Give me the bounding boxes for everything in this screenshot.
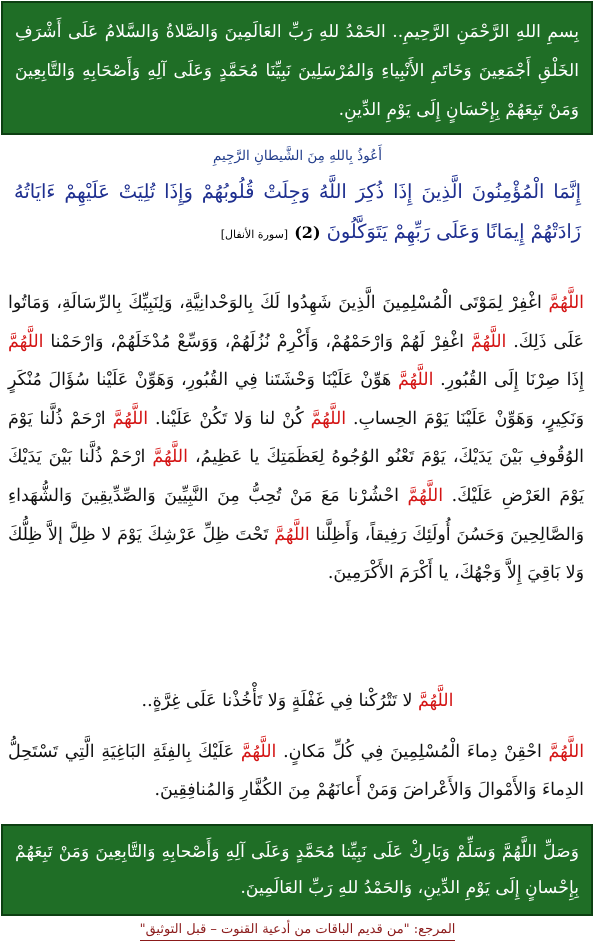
surah-reference: [سورة الأنفال]: [220, 228, 289, 241]
dua-part: احْقِنْ دِماءَ الْمُسْلِمِينَ فِي كُلِّ مَكانٍ.: [283, 742, 542, 762]
allahumma-word: اللَّهُمَّ: [407, 485, 444, 506]
dua-part: تَحْتَ ظِلِّ عَرْشِكَ يَوْمَ لا ظِلَّ إلاَّ ظِلُّكَ وَلا بَاقِيَ إِلاَّ وَجْهُكَ، يا أَكْرَمَ الأَكْرَمِينَ.: [8, 524, 584, 584]
supplications-paragraph-2: [8, 733, 584, 809]
supplications-paragraph: [8, 284, 584, 593]
reference-note: [0, 921, 595, 941]
allahumma-word: اللَّهُمَّ: [548, 742, 585, 762]
ghafla-text: لا تَتْرُكْنا فِي غَفْلَةٍ وَلا تَأْخُذْنا عَلَى غِرَّةٍ..: [141, 691, 413, 711]
allahumma-word: اللَّهُمَّ: [8, 331, 44, 352]
quran-verse: [14, 172, 581, 255]
dua-part: احْشُرْنا مَعَ مَنْ تُحِبُّ مِنَ النَّبِيِّينَ وَالصِّدِّيقِينَ وَالشُّهَداءِ وَالصَّالِحِينَ وَحَسُنَ أُولَئِكَ رَفِيقاً، وَأَظِلَّنا: [8, 485, 584, 545]
closing-prayer-box: [1, 824, 593, 916]
allahumma-word: اللَّهُمَّ: [112, 408, 149, 429]
opening-praise-text: بِسمِ اللهِ الرَّحْمَنِ الرَّحِيمِ.. الحَمْدُ للهِ رَبِّ العَالَمِينَ وَالصَّلاةُ وَالسَّلامُ عَلَى أَشْرَفِ الخَلْقِ أَجْمَعِينَ وَخَاتَمِ الأَنْبِياءِ وَالمُرْسَلِينَ نَبِيِّنَا مُحَمَّدٍ وَعَلَى آلِهِ وَأَصْحَابِهِ وَالتَّابِعِينَ وَمَنْ تَبِعَهُمْ بِإِحْسَانٍ إِلَى يَوْمِ الدِّينِ.: [15, 22, 579, 120]
allahumma-word: اللَّهُمَّ: [417, 691, 454, 711]
verse-number: (2): [294, 223, 321, 242]
dua-part: هَوِّنْ عَلَيْنَا وَحْشَتَنا فِي القُبُورِ، وَهَوِّنْ عَلَيْنا سُؤَالَ مُنْكَرٍ وَنَكِيرٍ، وَهَوِّنْ عَلَيْنَا يَوْمَ الحِسابِ.: [8, 370, 585, 429]
allahumma-word: اللَّهُمَّ: [274, 524, 310, 545]
allahumma-word: اللَّهُمَّ: [548, 293, 584, 313]
ghafla-line: [0, 686, 595, 716]
dua-part: اغْفِرْ لَهُمْ وَارْحَمْهُمْ، وَأَكْرِمْ نُزُلَهُمْ، وَوَسِّعْ مُدْخَلَهُمْ، وَارْحَمْنا: [50, 331, 464, 352]
dua-part: كُنْ لنا وَلا تَكُنْ عَلَيْنا.: [155, 408, 304, 429]
dua-part: عَلَيْكَ بِالفِئَةِ البَاغِيَةِ الَّتِي تَسْتَحِلُّ الدِماءَ وَالأَمْوالَ وَالأَعْراضَ وَمَنْ أَعانَهُمْ مِنَ الكُفَّارِ وَالمُنافِقِينَ.: [8, 742, 584, 800]
allahumma-word: اللَّهُمَّ: [470, 331, 507, 352]
allahumma-word: اللَّهُمَّ: [240, 742, 277, 762]
dua-part: ارْحَمْ ذُلَّنا يَوْمَ الوُقُوفِ بَيْنَ يَدَيْكَ، يَوْمَ تَعْنُو الوُجُوهُ لِعَظَمَتِكَ يا عَظِيمُ،: [8, 408, 584, 468]
dua-part: إِذَا صِرْنَا إِلَى القُبُورِ.: [440, 370, 584, 391]
dua-part: ارْحَمْ ذُلَّنا بَيْنَ يَدَيْكَ يَوْمَ العَرْضِ عَلَيْكَ.: [8, 447, 585, 506]
dua-part: اغْفِرْ لِمَوْتَى الْمُسْلِمِينَ الَّذِينَ شَهِدُوا لَكَ بِالوَحْدانِيَّةِ، وَلِنَبِيِّكَ بِالرِّسَالَةِ، وَمَاتُوا عَلَى ذَلِكَ.: [8, 293, 584, 352]
allahumma-word: اللَّهُمَّ: [397, 370, 434, 391]
istiadha-line: أَعُوذُ بِاللهِ مِنَ الشَّيطانِ الرَّجِيمِ: [213, 148, 382, 164]
closing-prayer-text: وَصَلِّ اللَّهُمَّ وَسَلِّمْ وَبَارِكْ عَلَى نَبِيِّنا مُحَمَّدٍ وَعَلَى آلِهِ وَأَصْحابِهِ وَالتَّابِعِينَ وَمَنْ تَبِعَهُمْ بِإِحْسانٍ إِلَى يَوْمِ الدِّينِ، وَالحَمْدُ للهِ رَبِّ العَالَمِينَ.: [15, 842, 579, 898]
opening-praise-box: [1, 1, 593, 135]
verse-text: إِنَّمَا الْمُؤْمِنُونَ الَّذِينَ إِذَا ذُكِرَ اللَّهُ وَجِلَتْ قُلُوبُهُمْ وَإِذَا تُلِيَتْ عَلَيْهِمْ ءَايَاتُهُ زَادَتْهُمْ إِيمَانًا وَعَلَى رَبِّهِمْ يَتَوَكَّلُونَ: [14, 180, 581, 243]
allahumma-word: اللَّهُمَّ: [152, 447, 188, 468]
reference-text: المرجع: "من قديم الباقات من أدعية القنوت – قبل التوثيق": [140, 921, 456, 941]
allahumma-word: اللَّهُمَّ: [310, 408, 347, 429]
